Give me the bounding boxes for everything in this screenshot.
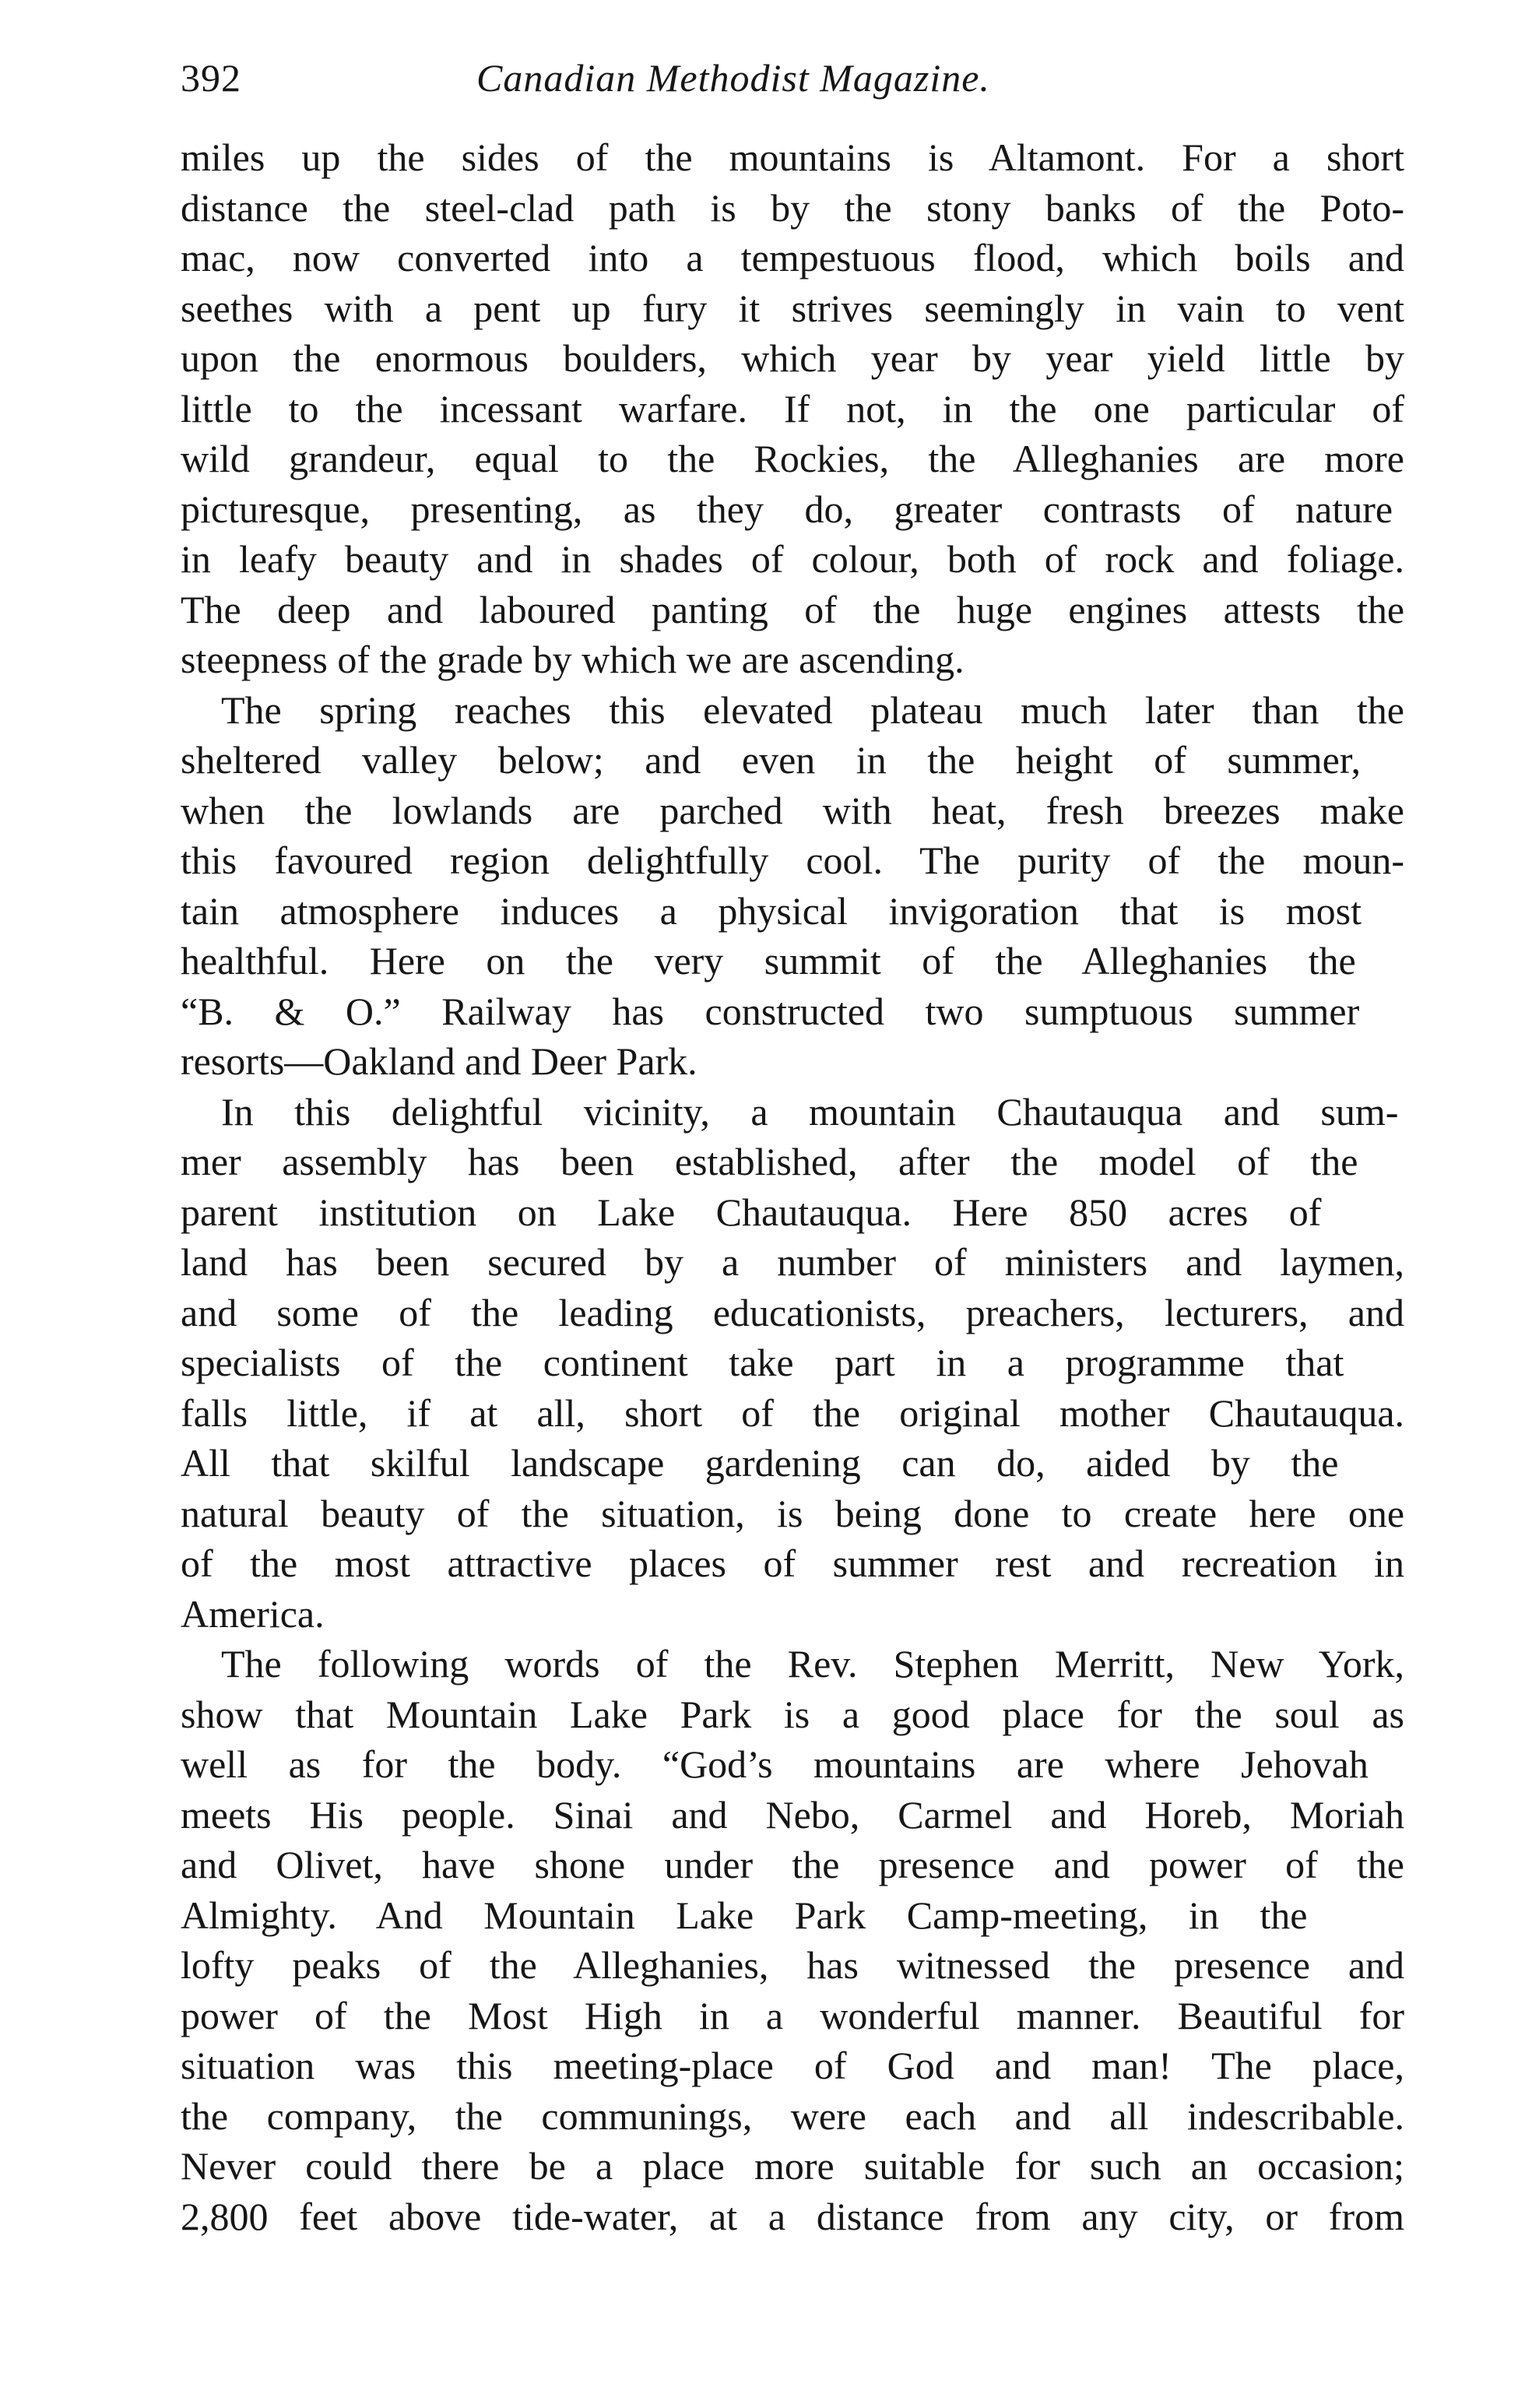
text-line: America. xyxy=(181,1591,325,1636)
text-line: specialists of the continent take part in a programme that xyxy=(181,1341,1344,1384)
text-line: show that Mountain Lake Park is a good place for the soul as xyxy=(181,1692,1404,1736)
text-line: The deep and laboured panting of the huge engines attests the xyxy=(181,587,1405,631)
page-number: 392 xyxy=(181,56,241,100)
text-line: of the most attractive places of summer rest and recreation in xyxy=(181,1541,1404,1585)
text-line: natural beauty of the situation, is being done to create here one xyxy=(181,1491,1405,1535)
text-line: and some of the leading educationists, preachers, lecturers, and xyxy=(181,1290,1404,1334)
text-line: when the lowlands are parched with heat, fresh breezes make xyxy=(181,788,1404,832)
running-title: Canadian Methodist Magazine. xyxy=(476,56,990,100)
paragraph-2 xyxy=(181,685,1404,1087)
text-line: Almighty. And Mountain Lake Park Camp-meeting, in the xyxy=(181,1893,1308,1937)
text-line: steepness of the grade by which we are ascending. xyxy=(181,638,965,681)
text-line: resorts—Oakland and Deer Park. xyxy=(181,1039,697,1083)
text-line: falls little, if at all, short of the original mother Chautauqua. xyxy=(181,1390,1405,1435)
text-line: the company, the communings, were each and all indescribable. xyxy=(181,2093,1405,2138)
text-line: lofty peaks of the Alleghanies, has witnessed the presence and xyxy=(181,1943,1405,1987)
text-line: picturesque, presenting, as they do, greater contrasts of nature xyxy=(181,487,1393,531)
text-line: and Olivet, have shone under the presence and power of the xyxy=(181,1843,1404,1886)
body-text xyxy=(181,132,1404,2241)
text-line: “B. & O.” Railway has constructed two sumptuous summer xyxy=(181,989,1360,1033)
text-line: healthful. Here on the very summit of the Alleghanies the xyxy=(181,939,1356,983)
text-line: upon the enormous boulders, which year by year yield little by xyxy=(181,336,1404,380)
text-line: situation was this meeting-place of God and man! The place, xyxy=(181,2044,1404,2087)
text-line: The following words of the Rev. Stephen Merritt, New York, xyxy=(221,1642,1405,1686)
text-line: parent institution on Lake Chautauqua. Here 850 acres of xyxy=(181,1190,1322,1234)
text-line: In this delightful vicinity, a mountain Chautauqua and sum- xyxy=(221,1089,1399,1134)
text-line: The spring reaches this elevated plateau much later than the xyxy=(221,687,1404,732)
text-line: 2,800 feet above tide-water, at a distance from any city, or from xyxy=(181,2194,1404,2238)
text-line: little to the incessant warfare. If not, in the one particular of xyxy=(181,386,1404,431)
text-line: in leafy beauty and in shades of colour, both of rock and foliage. xyxy=(181,537,1404,581)
text-line: wild grandeur, equal to the Rockies, the Alleghanies are more xyxy=(181,437,1404,480)
text-line: mer assembly has been established, after the model of the xyxy=(181,1140,1358,1183)
text-line: tain atmosphere induces a physical invigoration that is most xyxy=(181,888,1362,933)
text-line: mac, now converted into a tempestuous flood, which boils and xyxy=(181,236,1404,279)
text-line: sheltered valley below; and even in the height of summer, xyxy=(181,738,1361,782)
text-line: miles up the sides of the mountains is Altamont. For a short xyxy=(181,135,1404,179)
text-line: power of the Most High in a wonderful manner. Beautiful for xyxy=(181,1993,1404,2037)
paragraph-1 xyxy=(181,132,1404,685)
page-header xyxy=(181,47,1404,109)
text-line: well as for the body. “God’s mountains are where Jehovah xyxy=(181,1742,1369,1786)
text-line: Never could there be a place more suitable for such an occasion; xyxy=(181,2144,1404,2188)
text-line: meets His people. Sinai and Nebo, Carmel and Horeb, Moriah xyxy=(181,1792,1405,1837)
text-line: land has been secured by a number of ministers and laymen, xyxy=(181,1240,1404,1284)
text-line: distance the steel-clad path is by the stony banks of the Poto- xyxy=(181,185,1405,230)
paragraph-3 xyxy=(181,1087,1404,1640)
text-line: All that skilful landscape gardening can do, aided by the xyxy=(181,1441,1339,1485)
text-line: this favoured region delightfully cool. The purity of the moun- xyxy=(181,838,1404,882)
paragraph-4 xyxy=(181,1639,1404,2241)
text-line: seethes with a pent up fury it strives seemingly in vain to vent xyxy=(181,286,1405,330)
